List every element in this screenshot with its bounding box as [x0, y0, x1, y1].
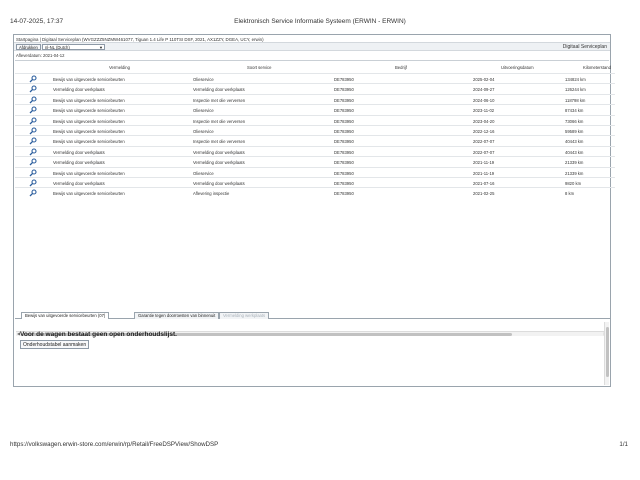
cell-kilometerstand: 40443 km [565, 139, 584, 145]
cell-soort-service: Vermelding door werkplaats [193, 149, 245, 155]
vertical-scroll-thumb[interactable] [606, 327, 609, 377]
magnifier-icon[interactable] [29, 96, 37, 104]
cell-bedrijf: DE783950 [334, 181, 354, 186]
cell-vermelding: Bewijs van uitgevoerde servicebeurten [53, 170, 125, 176]
cell-vermelding: Bewijs van uitgevoerde servicebeurten [53, 129, 125, 134]
cell-soort-service: Olieservice [193, 77, 214, 82]
cell-uitvoeringsdatum: 2021-02-25 [473, 191, 495, 197]
cell-soort-service: Inspectie met olie verversen [193, 97, 246, 103]
cell-bedrijf: DE783950 [334, 170, 354, 176]
print-url: https://volkswagen.erwin-store.com/erwin/rp/Retail/FreeDSPView/ShowDSP [10, 441, 219, 448]
cell-bedrijf: DE783950 [334, 97, 354, 103]
cell-soort-service: Aflevering inspectie [193, 191, 230, 197]
magnifier-icon[interactable] [29, 137, 37, 145]
cell-vermelding: Bewijs van uitgevoerde servicebeurten [53, 108, 125, 114]
col-header-kilometerstand[interactable]: Kilometerstand [583, 65, 611, 70]
cell-kilometerstand: 21339 km [565, 170, 584, 176]
cell-soort-service: Vermelding door werkplaats [193, 160, 245, 166]
table-row[interactable] [15, 94, 615, 104]
cell-kilometerstand: 134824 km [565, 77, 586, 82]
magnifier-icon[interactable] [29, 106, 37, 114]
cell-kilometerstand: 87434 km [565, 108, 584, 114]
cell-soort-service: Inspectie met olie verversen [193, 139, 246, 145]
cell-bedrijf: DE783950 [334, 118, 354, 124]
magnifier-icon[interactable] [29, 189, 37, 197]
table-row[interactable] [15, 135, 615, 145]
tab-vermelding-werkplaats: Vermelding werkplaats [219, 312, 269, 319]
app-frame [13, 34, 611, 387]
magnifier-icon[interactable] [29, 169, 37, 177]
table-row[interactable] [15, 146, 615, 156]
section-title: Digitaal Serviceplan [562, 44, 607, 50]
language-select[interactable] [42, 44, 105, 50]
cell-soort-service: Olieservice [193, 129, 214, 134]
cell-bedrijf: DE783950 [334, 149, 354, 155]
cell-bedrijf: DE783950 [334, 191, 354, 197]
table-row[interactable] [15, 104, 615, 114]
magnifier-icon[interactable] [29, 127, 37, 135]
cell-bedrijf: DE783950 [334, 160, 354, 166]
print-footer [10, 441, 628, 451]
cell-soort-service: Olieservice [193, 170, 214, 176]
cell-vermelding: Bewijs van uitgevoerde servicebeurten [53, 191, 125, 197]
chevron-down-icon: ▼ [99, 45, 103, 50]
cell-bedrijf: DE783950 [334, 108, 354, 114]
breadcrumb[interactable]: Startpagina | Digitaal Serviceplan (WVGZZZ5NZMW461077, Tiguan 1.4 Life P 110TSI DSF, 2021, AX1ZZY, DGEA, UCY, erwin) [16, 37, 264, 42]
cell-uitvoeringsdatum: 2024-06-10 [473, 97, 495, 103]
col-header-uitvoeringsdatum[interactable]: Uitvoeringsdatum [501, 65, 534, 70]
cell-soort-service: Vermelding door werkplaats [193, 87, 245, 93]
language-select-value: nl-NL (Dutch) [45, 45, 70, 50]
toolbar [14, 42, 610, 51]
cell-uitvoeringsdatum: 2025-02-04 [473, 77, 495, 82]
cell-vermelding: Bewijs van uitgevoerde servicebeurten [53, 77, 125, 82]
service-table [15, 60, 609, 336]
cell-kilometerstand: 21339 km [565, 160, 584, 166]
delivery-date: Afleverdatum: 2021-04-12 [16, 53, 65, 58]
cell-uitvoeringsdatum: 2023-11-02 [473, 108, 495, 114]
cell-kilometerstand: 8 km [565, 191, 575, 197]
cell-kilometerstand: 118798 km [565, 97, 586, 103]
cell-kilometerstand: 40443 km [565, 149, 584, 155]
table-row[interactable] [15, 156, 615, 166]
print-header [10, 18, 630, 30]
cell-kilometerstand: 73066 km [565, 118, 584, 124]
cell-uitvoeringsdatum: 2023-04-20 [473, 118, 495, 124]
cell-kilometerstand: 9820 km [565, 181, 582, 186]
cell-soort-service: Inspectie met olie verversen [193, 118, 246, 124]
table-row[interactable] [15, 167, 615, 177]
cell-uitvoeringsdatum: 2024-09-27 [473, 87, 495, 93]
magnifier-icon[interactable] [29, 75, 37, 83]
magnifier-icon[interactable] [29, 85, 37, 93]
cell-soort-service: Vermelding door werkplaats [193, 181, 245, 186]
table-row[interactable] [15, 83, 615, 93]
maintenance-panel [15, 320, 609, 386]
cell-vermelding: Vermelding door werkplaats [53, 181, 105, 186]
scroll-left-icon[interactable]: ◀ [17, 331, 21, 336]
table-row[interactable] [15, 187, 615, 197]
col-header-bedrijf[interactable]: Bedrijf [395, 65, 407, 70]
cell-kilometerstand: 59589 km [565, 129, 584, 134]
cell-bedrijf: DE783950 [334, 129, 354, 134]
tab-bar [15, 311, 611, 319]
table-row[interactable] [15, 125, 615, 135]
table-row[interactable] [15, 177, 615, 187]
col-header-vermelding[interactable]: Vermelding [109, 65, 130, 70]
tab-garantie-doorroesten[interactable]: Garantie tegen doorroesten van binnenuit [134, 312, 219, 319]
magnifier-icon[interactable] [29, 158, 37, 166]
cell-uitvoeringsdatum: 2022-07-07 [473, 139, 495, 145]
vertical-scrollbar[interactable] [604, 322, 609, 385]
print-button[interactable]: Afdrukken [16, 44, 41, 50]
cell-bedrijf: DE783950 [334, 139, 354, 145]
no-maintenance-message: Voor de wagen bestaat geen open onderhoudslijst. [20, 331, 177, 338]
cell-bedrijf: DE783950 [334, 87, 354, 93]
cell-bedrijf: DE783950 [334, 77, 354, 82]
cell-uitvoeringsdatum: 2021-07-16 [473, 181, 495, 186]
cell-soort-service: Olieservice [193, 108, 214, 114]
cell-uitvoeringsdatum: 2021-11-19 [473, 160, 495, 166]
cell-kilometerstand: 126244 km [565, 87, 586, 93]
page-number: 1/1 [619, 441, 628, 448]
table-header [15, 62, 615, 73]
cell-vermelding: Vermelding door werkplaats [53, 87, 105, 93]
create-maintenance-table-button[interactable]: Onderhoudstabel aanmaken [20, 340, 89, 349]
print-date: 14-07-2025, 17:37 [10, 18, 64, 25]
table-row[interactable] [15, 115, 615, 125]
cell-vermelding: Vermelding door werkplaats [53, 160, 105, 166]
col-header-soort-service[interactable]: Soort service [247, 65, 272, 70]
cell-vermelding: Bewijs van uitgevoerde servicebeurten [53, 97, 125, 103]
print-title: Elektronisch Service Informatie Systeem (ERWIN - ERWIN) [234, 18, 406, 25]
cell-vermelding: Bewijs van uitgevoerde servicebeurten [53, 118, 125, 124]
magnifier-icon[interactable] [29, 179, 37, 187]
tab-uitgevoerde-servicebeurten[interactable]: Bewijs van uitgevoerde servicebeurten (07) [21, 312, 109, 319]
cell-vermelding: Bewijs van uitgevoerde servicebeurten [53, 139, 125, 145]
cell-uitvoeringsdatum: 2022-12-16 [473, 129, 495, 134]
cell-uitvoeringsdatum: 2021-11-19 [473, 170, 495, 176]
magnifier-icon[interactable] [29, 117, 37, 125]
table-row[interactable] [15, 73, 615, 83]
cell-vermelding: Vermelding door werkplaats [53, 149, 105, 155]
cell-uitvoeringsdatum: 2022-07-07 [473, 149, 495, 155]
magnifier-icon[interactable] [29, 148, 37, 156]
